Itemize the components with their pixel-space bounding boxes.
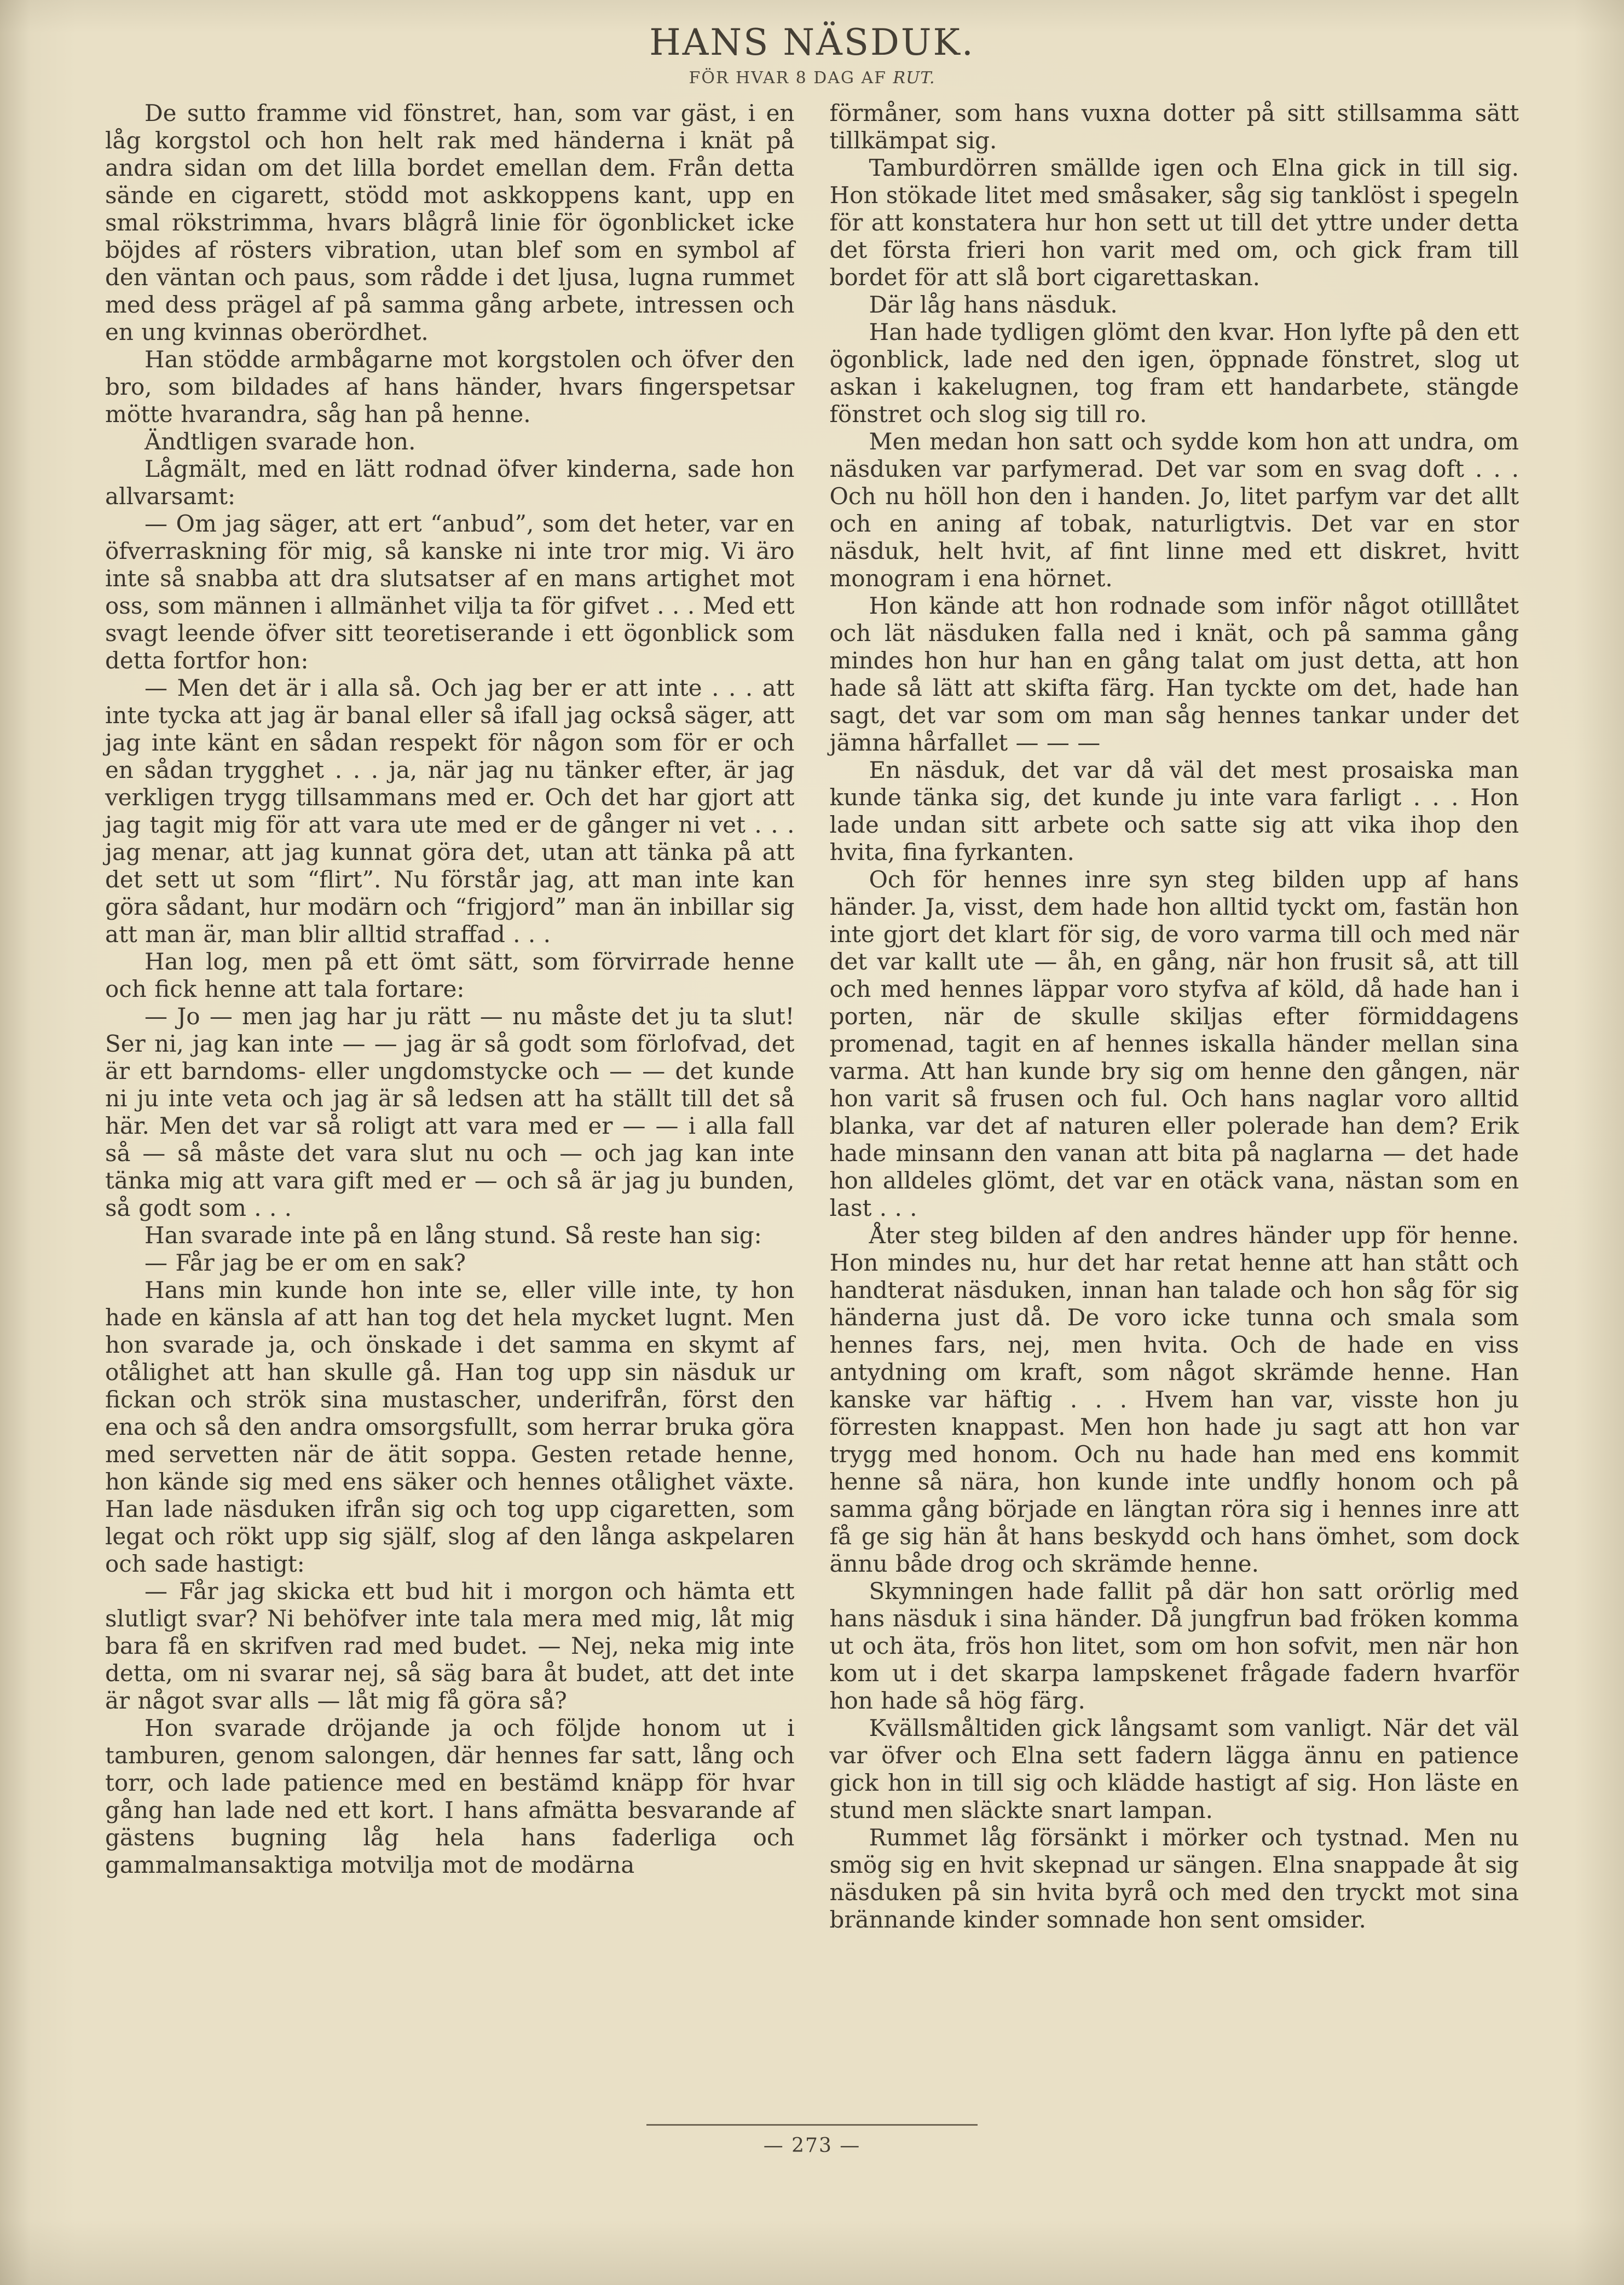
right-column [830, 100, 1519, 1934]
paragraph: Hans min kunde hon inte se, eller ville inte, ty hon hade en känsla af att han tog det hela mycket lugnt. Men hon svarade ja, och önskade i det samma en skymt af otålighet att han skulle gå. Han tog upp sin näsduk ur fickan och strök sina mustascher, underifrån, först den ena och så den andra omsorgsfullt, som herrar bruka göra med servetten när de ätit soppa. Gesten retade henne, hon kände sig med ens säker och hennes otålighet växte. Han lade näsduken ifrån sig och tog upp cigaretten, som legat och rökt upp sig själf, slog af den långa askpelaren och sade hastigt: [105, 1276, 795, 1577]
paragraph: — Men det är i alla så. Och jag ber er att inte . . . att inte tycka att jag är banal eller så ifall jag också säger, att jag inte känt en sådan respekt för någon som för er och en sådan trygghet . . . ja, när jag nu tänker efter, är jag verkligen trygg tillsammans med er. Och det har gjort att jag tagit mig för att vara ute med er de gånger ni vet . . . jag menar, att jag kunnat göra det, utan att tänka på att det sett ut som “flirt”. Nu förstår jag, att man inte kan göra sådant, hur modärn och “frigjord” man än inbillar sig att man är, man blir alltid straffad . . . [105, 674, 795, 948]
paragraph: Han log, men på ett ömt sätt, som förvirrade henne och fick henne att tala fortare: [105, 948, 795, 1002]
page-footer [0, 2124, 1624, 2157]
paragraph: Han hade tydligen glömt den kvar. Hon lyfte på den ett ögonblick, lade ned den igen, öppnade fönstret, slog ut askan i kakelugnen, tog fram ett handarbete, stängde fönstret och slog sig till ro. [829, 318, 1519, 428]
paragraph: De sutto framme vid fönstret, han, som var gäst, i en låg korgstol och hon helt rak med händerna i knät på andra sidan om det lilla bordet emellan dem. Från detta sände en cigarett, stödd mot askkoppens kant, upp en smal rökstrimma, hvars blågrå linie för ögonblicket icke böjdes af rösters vibration, utan blef som en symbol af den väntan och paus, som rådde i det ljusa, lugna rummet med dess prägel af på samma gång arbete, intressen och en ung kvinnas oberördhet. [105, 99, 795, 345]
paragraph: Tamburdörren smällde igen och Elna gick in till sig. Hon stökade litet med småsaker, såg sig tanklöst i spegeln för att konstatera hur hon sett ut till det yttre under detta det första frieri hon varit med om, och gick fram till bordet för att slå bort cigarettaskan. [829, 154, 1519, 291]
paragraph: Lågmält, med en lätt rodnad öfver kinderna, sade hon allvarsamt: [105, 455, 795, 510]
paragraph: En näsduk, det var då väl det mest prosaiska man kunde tänka sig, det kunde ju inte vara farligt . . . Hon lade undan sitt arbete och satte sig att vika ihop den hvita, fina fyrkanten. [829, 756, 1519, 865]
paragraph: Hon svarade dröjande ja och följde honom ut i tamburen, genom salongen, där hennes far satt, lång och torr, och lade patience med en bestämd knäpp för hvar gång han lade ned ett kort. I hans afmätta besvarande af gästens bugning låg hela hans faderliga och gammalmansaktiga motvilja mot de modärna [105, 1714, 795, 1878]
paragraph: Skymningen hade fallit på där hon satt orörlig med hans näsduk i sina händer. Då jungfrun bad fröken komma ut och äta, frös hon litet, som om hon sofvit, men när hon kom ut i det skarpa lampskenet frågade fadern hvarför hon hade så hög färg. [829, 1577, 1519, 1714]
paragraph: Kvällsmåltiden gick långsamt som vanligt. När det väl var öfver och Elna sett fadern lägga ännu en patience gick hon in till sig och klädde hastigt af sig. Hon läste en stund men släckte snart lampan. [829, 1714, 1519, 1824]
text-columns [0, 100, 1624, 1934]
paragraph: Där låg hans näsduk. [869, 291, 1118, 318]
paragraph: förmåner, som hans vuxna dotter på sitt stillsamma sätt tillkämpat sig. [829, 99, 1519, 154]
paragraph: Åter steg bilden af den andres händer upp för henne. Hon mindes nu, hur det har retat henne att han stått och handterat näsduken, innan han talade och hon såg för sig händerna just då. De voro icke tunna och smala som hennes fars, nej, men hvita. Och de hade en viss antydning om kraft, som något skrämde henne. Han kanske var häftig . . . Hvem han var, visste hon ju förresten knappast. Men hon hade ju sagt att hon var trygg med honom. Och nu hade han med ens kommit henne så nära, hon kunde inte undfly honom och på samma gång började en längtan röra sig i hennes inre att få ge sig hän åt hans beskydd och hans ömhet, som dock ännu både drog och skrämde henne. [829, 1221, 1519, 1577]
paragraph: — Om jag säger, att ert “anbud”, som det heter, var en öfverraskning för mig, så kanske ni inte tror mig. Vi äro inte så snabba att dra slutsatser af en mans artighet mot oss, som männen i allmänhet vilja ta för gifvet . . . Med ett svagt leende öfver sitt teoretiserande i ett ögonblick som detta fortfor hon: [105, 510, 795, 674]
left-column [105, 100, 795, 1879]
paragraph: Ändtligen svarade hon. [145, 428, 416, 455]
footer-rule [646, 2124, 978, 2126]
paragraph: Hon kände att hon rodnade som inför något otilllåtet och lät näsduken falla ned i knät, och på samma gång mindes hon hur han en gång talat om just detta, att hon hade så lätt att skifta färg. Han tyckte om det, hade han sagt, det var som om man såg hennes tankar under det jämna hårfallet — — — [829, 592, 1519, 756]
paragraph: Han svarade inte på en lång stund. Så reste han sig: [145, 1221, 762, 1249]
paragraph: — Jo — men jag har ju rätt — nu måste det ju ta slut! Ser ni, jag kan inte — — jag är så godt som förlofvad, det är ett barndoms- eller ungdomstycke och — — det kunde ni ju inte veta och jag är så ledsen att ha ställt till det så här. Men det var så roligt att vara med er — — i alla fall så — så måste det vara slut nu och — och jag kan inte tänka mig att vara gift med er — och så är jag ju bunden, så godt som . . . [105, 1002, 795, 1221]
paragraph: Han stödde armbågarne mot korgstolen och öfver den bro, som bildades af hans händer, hvars fingerspetsar mötte hvarandra, såg han på henne. [105, 345, 795, 428]
subtitle-author: RUT. [893, 68, 935, 88]
paragraph: Och för hennes inre syn steg bilden upp af hans händer. Ja, visst, dem hade hon alltid tyckt om, fastän hon inte gjort det klart för sig, de voro varma till och med när det var kallt ute — åh, en gång, när hon frusit så, att till och med hennes läppar voro styfva af köld, då hade han i porten, när de skulle skiljas efter förmiddagens promenad, tagit en af hennes iskalla händer mellan sina varma. Att han kunde bry sig om henne den gången, när hon varit så frusen och ful. Och hans naglar voro alltid blanka, var det af naturen eller polerade han dem? Erik hade minsann den vanan att bita på naglarna — det hade hon alldeles glömt, det var en otäck vana, nästan som en last . . . [829, 865, 1519, 1221]
subtitle-text: FÖR HVAR 8 DAG AF [689, 68, 893, 88]
page-number: — 273 — [763, 2134, 861, 2157]
paragraph: — Får jag be er om en sak? [145, 1249, 466, 1276]
paragraph: Rummet låg försänkt i mörker och tystnad. Men nu smög sig en hvit skepnad ur sängen. Elna snappade åt sig näsduken på sin hvita byrå och med den tryckt mot sina brännande kinder somnade hon sent omsider. [829, 1824, 1519, 1933]
page-header [0, 0, 1624, 88]
page-subtitle [0, 68, 1624, 88]
paragraph: — Får jag skicka ett bud hit i morgon och hämta ett slutligt svar? Ni behöfver inte tala mera med mig, låt mig bara få en skrifven rad med budet. — Nej, neka mig inte detta, om ni svarar nej, så säg bara åt budet, att det inte är något svar alls — låt mig få göra så? [105, 1577, 795, 1714]
page-title: HANS NÄSDUK. [649, 21, 975, 64]
paragraph: Men medan hon satt och sydde kom hon att undra, om näsduken var parfymerad. Det var som en svag doft . . . Och nu höll hon den i handen. Jo, litet parfym var det allt och en aning af tobak, naturligtvis. Det var en stor näsduk, helt hvit, af fint linne med ett diskret, hvitt monogram i ena hörnet. [829, 428, 1519, 592]
